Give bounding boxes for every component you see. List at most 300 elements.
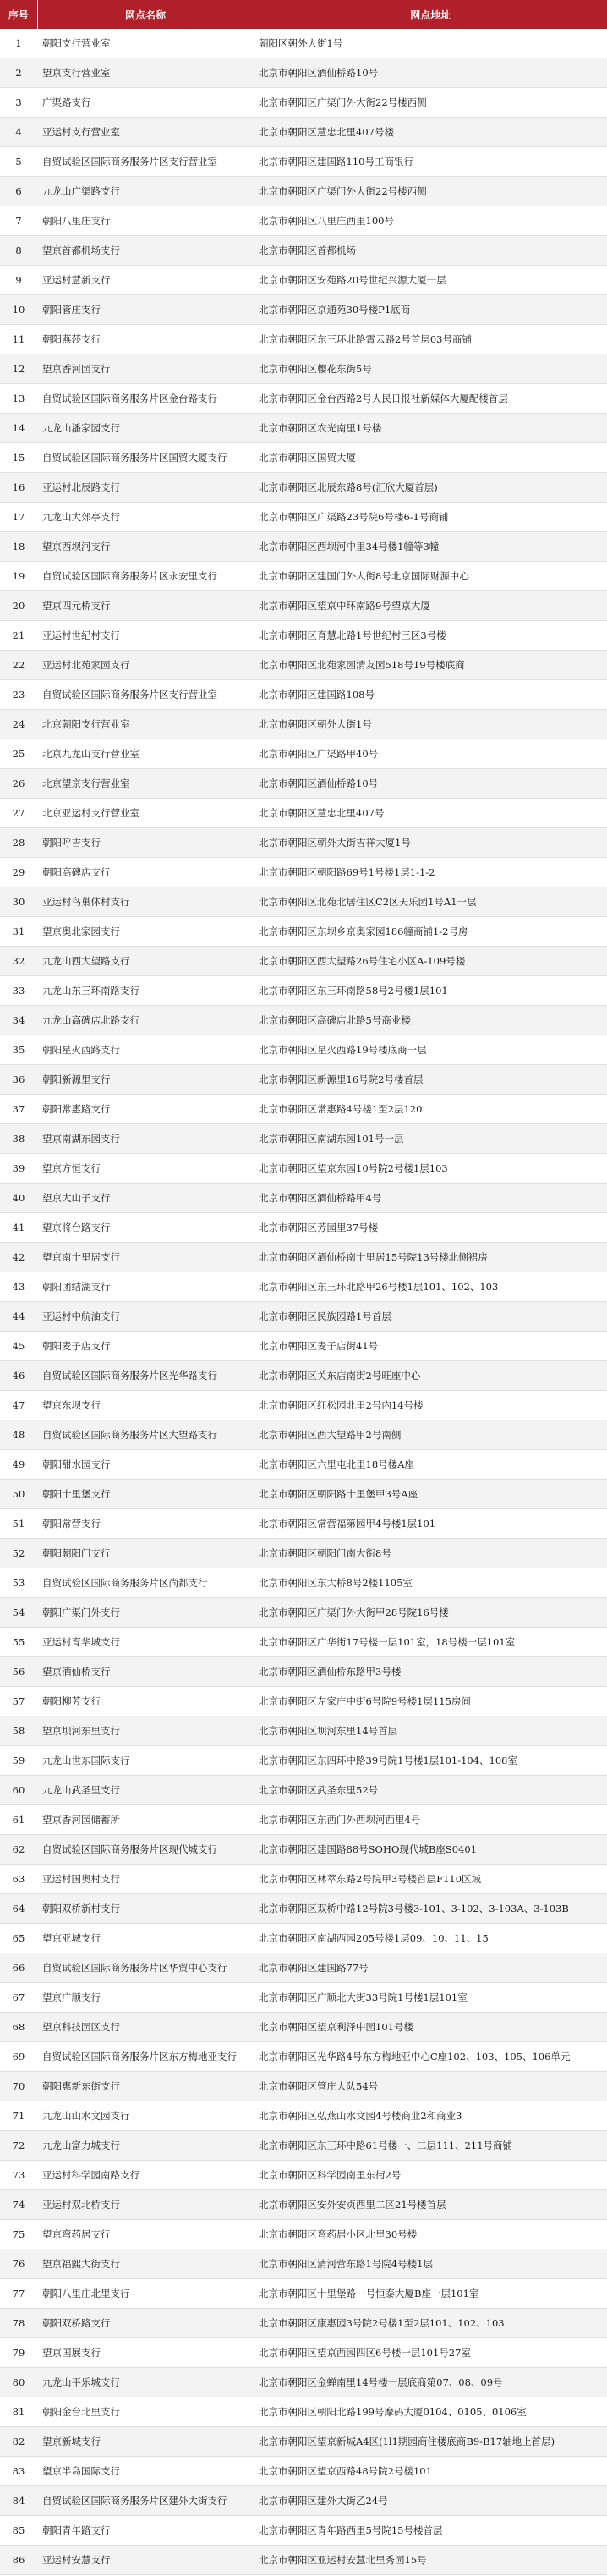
branch-address: 北京市朝阳区科学园南里东街2号 bbox=[254, 2161, 607, 2190]
branch-address: 北京市朝阳区广渠路23号院6号楼6-1号商铺 bbox=[254, 503, 607, 532]
branch-name: 望京香河园支行 bbox=[37, 354, 254, 384]
branch-address: 北京市朝阳区慧忠北里407号楼 bbox=[254, 118, 607, 147]
table-row bbox=[0, 562, 607, 591]
branch-name: 九龙山西大望路支行 bbox=[37, 947, 254, 976]
row-index: 9 bbox=[0, 266, 37, 295]
branch-address: 北京市朝阳区常惠路4号楼1至2层120 bbox=[254, 1095, 607, 1124]
branch-name: 亚运村世纪村支行 bbox=[37, 621, 254, 651]
row-index: 2 bbox=[0, 58, 37, 88]
branch-address: 北京市朝阳区关东店南街2号旺座中心 bbox=[254, 1361, 607, 1391]
branch-address: 北京市朝阳区十里堡路一号恒泰大厦B座一层101室 bbox=[254, 2279, 607, 2309]
row-index: 65 bbox=[0, 1924, 37, 1953]
branch-name: 望京国展支行 bbox=[37, 2338, 254, 2368]
branch-name: 自贸试验区国际商务服务片区华贸中心支行 bbox=[37, 1953, 254, 1983]
branch-name: 亚运村双北桥支行 bbox=[37, 2190, 254, 2220]
row-index: 82 bbox=[0, 2427, 37, 2457]
table-row bbox=[0, 799, 607, 828]
branch-name: 北京朝阳支行营业室 bbox=[37, 710, 254, 739]
branch-address: 北京市朝阳区建国路88号SOHO现代城B座S0401 bbox=[254, 1835, 607, 1865]
branch-name: 望京广顺支行 bbox=[37, 1983, 254, 2013]
table-row bbox=[0, 1332, 607, 1361]
table-row bbox=[0, 651, 607, 680]
row-index: 70 bbox=[0, 2072, 37, 2101]
table-row bbox=[0, 1154, 607, 1184]
table-row bbox=[0, 739, 607, 769]
row-index: 68 bbox=[0, 2013, 37, 2042]
row-index: 49 bbox=[0, 1450, 37, 1480]
table-row bbox=[0, 591, 607, 621]
row-index: 14 bbox=[0, 414, 37, 443]
branch-name: 亚运村鸟巢体村支行 bbox=[37, 887, 254, 917]
row-index: 8 bbox=[0, 236, 37, 266]
branch-address: 北京市朝阳区星火西路19号楼底商一层 bbox=[254, 1035, 607, 1065]
branch-address: 北京市朝阳区酒仙桥路甲4号 bbox=[254, 1184, 607, 1213]
table-row bbox=[0, 1095, 607, 1124]
row-index: 37 bbox=[0, 1095, 37, 1124]
table-row bbox=[0, 1805, 607, 1835]
branch-address: 北京市朝阳区东四环中路39号院1号楼1层101-104、108室 bbox=[254, 1746, 607, 1776]
branch-address: 北京市朝阳区慧忠北里407号 bbox=[254, 799, 607, 828]
row-index: 67 bbox=[0, 1983, 37, 2013]
row-index: 26 bbox=[0, 769, 37, 799]
branch-address: 北京市朝阳区望京中环南路9号望京大厦 bbox=[254, 591, 607, 621]
branch-address: 北京市朝阳区清河营东路1号院4号楼1层 bbox=[254, 2249, 607, 2279]
row-index: 12 bbox=[0, 354, 37, 384]
table-row bbox=[0, 2220, 607, 2249]
branch-name: 朝阳团结湖支行 bbox=[37, 1272, 254, 1302]
branch-address: 北京市朝阳区东三环中路61号楼一、二层111、211号商铺 bbox=[254, 2131, 607, 2161]
branch-name: 望京亚城支行 bbox=[37, 1924, 254, 1953]
row-index: 76 bbox=[0, 2249, 37, 2279]
row-index: 52 bbox=[0, 1539, 37, 1568]
branch-name: 九龙山平乐城支行 bbox=[37, 2368, 254, 2397]
row-index: 31 bbox=[0, 917, 37, 947]
row-index: 53 bbox=[0, 1568, 37, 1598]
row-index: 61 bbox=[0, 1805, 37, 1835]
row-index: 19 bbox=[0, 562, 37, 591]
row-index: 16 bbox=[0, 473, 37, 503]
table-row bbox=[0, 2190, 607, 2220]
row-index: 78 bbox=[0, 2309, 37, 2338]
branch-address: 北京市朝阳区坝河东里14号首层 bbox=[254, 1716, 607, 1746]
branch-address: 北京市朝阳区望京新城A4区(1l1期园商住楼底商B9-B17轴地上首层) bbox=[254, 2427, 607, 2457]
branch-address: 北京市朝阳区望京利泽中园101号楼 bbox=[254, 2013, 607, 2042]
row-index: 34 bbox=[0, 1006, 37, 1035]
table-row bbox=[0, 2309, 607, 2338]
row-index: 43 bbox=[0, 1272, 37, 1302]
branch-address: 北京市朝阳区光华路4号东方梅地亚中心C座102、103、105、106单元 bbox=[254, 2042, 607, 2072]
row-index: 46 bbox=[0, 1361, 37, 1391]
branch-address: 北京市朝阳区建国路77号 bbox=[254, 1953, 607, 1983]
table-row bbox=[0, 473, 607, 503]
branch-address: 北京市朝阳区广渠门外大街22号楼西侧 bbox=[254, 177, 607, 206]
branch-name: 朝阳管庄支行 bbox=[37, 295, 254, 325]
row-index: 64 bbox=[0, 1894, 37, 1924]
branch-name: 亚运村中航油支行 bbox=[37, 1302, 254, 1332]
branch-name: 朝阳常营支行 bbox=[37, 1509, 254, 1539]
row-index: 35 bbox=[0, 1035, 37, 1065]
table-row bbox=[0, 384, 607, 414]
row-index: 59 bbox=[0, 1746, 37, 1776]
branch-name: 朝阳青年路支行 bbox=[37, 2516, 254, 2546]
row-index: 83 bbox=[0, 2457, 37, 2486]
branch-address: 北京市朝阳区亚运村安慧北里秀园15号 bbox=[254, 2546, 607, 2575]
branch-address: 北京市朝阳区六里屯北里18号楼A座 bbox=[254, 1450, 607, 1480]
table-row bbox=[0, 1716, 607, 1746]
branch-address: 北京市朝阳区西大望路26号住宅小区A-109号楼 bbox=[254, 947, 607, 976]
table-row bbox=[0, 1865, 607, 1894]
table-row bbox=[0, 2397, 607, 2427]
branch-name: 朝阳高碑店支行 bbox=[37, 858, 254, 887]
branch-address: 北京市朝阳区麦子店街41号 bbox=[254, 1332, 607, 1361]
row-index: 44 bbox=[0, 1302, 37, 1332]
branch-name: 北京九龙山支行营业室 bbox=[37, 739, 254, 769]
branch-name: 望京半岛国际支行 bbox=[37, 2457, 254, 2486]
branch-name: 望京福熙大街支行 bbox=[37, 2249, 254, 2279]
table-row bbox=[0, 118, 607, 147]
row-index: 25 bbox=[0, 739, 37, 769]
row-index: 39 bbox=[0, 1154, 37, 1184]
branch-address: 北京市朝阳区金台西路2号人民日报社新媒体大厦配楼首层 bbox=[254, 384, 607, 414]
branch-address: 北京市朝阳区朝外大街1号 bbox=[254, 710, 607, 739]
table-row bbox=[0, 1450, 607, 1480]
table-row bbox=[0, 1124, 607, 1154]
branch-name: 望京弯药居支行 bbox=[37, 2220, 254, 2249]
branch-name: 朝阳广渠门外支行 bbox=[37, 1598, 254, 1628]
branch-address: 北京市朝阳区林萃东路2号院甲3号楼首层F110区域 bbox=[254, 1865, 607, 1894]
table-row bbox=[0, 1184, 607, 1213]
branch-name: 朝阳八里庄支行 bbox=[37, 206, 254, 236]
table-row bbox=[0, 1243, 607, 1272]
branch-address: 北京市朝阳区广渠路甲40号 bbox=[254, 739, 607, 769]
branch-address: 北京市朝阳区西大望路甲2号南侧 bbox=[254, 1420, 607, 1450]
table-body bbox=[0, 29, 607, 2575]
branch-name: 自贸试验区国际商务服务片区国贸大厦支行 bbox=[37, 443, 254, 473]
branch-address: 北京市朝阳区北苑家园清友园518号19号楼底商 bbox=[254, 651, 607, 680]
table-row bbox=[0, 1420, 607, 1450]
row-index: 24 bbox=[0, 710, 37, 739]
row-index: 15 bbox=[0, 443, 37, 473]
branch-address: 北京市朝阳区红松园北里2号内14号楼 bbox=[254, 1391, 607, 1420]
branch-name: 九龙山世东国际支行 bbox=[37, 1746, 254, 1776]
row-index: 75 bbox=[0, 2220, 37, 2249]
row-index: 81 bbox=[0, 2397, 37, 2427]
branch-address: 北京市朝阳区广渠门外大街22号楼西侧 bbox=[254, 88, 607, 118]
branch-name: 朝阳十里堡支行 bbox=[37, 1480, 254, 1509]
row-index: 74 bbox=[0, 2190, 37, 2220]
branch-name: 望京将台路支行 bbox=[37, 1213, 254, 1243]
branch-name: 朝阳麦子店支行 bbox=[37, 1332, 254, 1361]
branch-name: 九龙山高碑店北路支行 bbox=[37, 1006, 254, 1035]
row-index: 36 bbox=[0, 1065, 37, 1095]
row-index: 23 bbox=[0, 680, 37, 710]
table-row bbox=[0, 88, 607, 118]
branch-name: 朝阳八里庄北里支行 bbox=[37, 2279, 254, 2309]
table-row bbox=[0, 2279, 607, 2309]
table-row bbox=[0, 206, 607, 236]
table-row bbox=[0, 1598, 607, 1628]
branch-name: 望京首都机场支行 bbox=[37, 236, 254, 266]
branch-address: 北京市朝阳区八里庄西里100号 bbox=[254, 206, 607, 236]
branch-name: 朝阳呼吉支行 bbox=[37, 828, 254, 858]
table-row bbox=[0, 2161, 607, 2190]
table-row bbox=[0, 2101, 607, 2131]
table-row bbox=[0, 1687, 607, 1716]
branch-address: 北京市朝阳区东大桥8号2楼1105室 bbox=[254, 1568, 607, 1598]
row-index: 47 bbox=[0, 1391, 37, 1420]
row-index: 18 bbox=[0, 532, 37, 562]
row-index: 22 bbox=[0, 651, 37, 680]
table-row bbox=[0, 2249, 607, 2279]
branch-address: 北京市朝阳区康惠园3号院2号楼1至2层101、102、103 bbox=[254, 2309, 607, 2338]
table-row bbox=[0, 503, 607, 532]
branch-address: 北京市朝阳区首都机场 bbox=[254, 236, 607, 266]
branch-address: 北京市朝阳区东三环北路甲26号楼1层101、102、103 bbox=[254, 1272, 607, 1302]
table-row bbox=[0, 2486, 607, 2516]
table-row bbox=[0, 1776, 607, 1805]
row-index: 21 bbox=[0, 621, 37, 651]
branch-name: 望京方恒支行 bbox=[37, 1154, 254, 1184]
row-index: 42 bbox=[0, 1243, 37, 1272]
row-index: 28 bbox=[0, 828, 37, 858]
branch-address: 北京市朝阳区西坝河中里34号楼1幢等3幢 bbox=[254, 532, 607, 562]
table-row bbox=[0, 1657, 607, 1687]
row-index: 3 bbox=[0, 88, 37, 118]
branch-name: 朝阳常惠路支行 bbox=[37, 1095, 254, 1124]
branch-name: 朝阳双桥新村支行 bbox=[37, 1894, 254, 1924]
branch-name: 九龙山武圣里支行 bbox=[37, 1776, 254, 1805]
table-row bbox=[0, 1065, 607, 1095]
table-row bbox=[0, 2546, 607, 2575]
table-row bbox=[0, 1006, 607, 1035]
table-row bbox=[0, 858, 607, 887]
table-row bbox=[0, 236, 607, 266]
branch-name: 九龙山山水文园支行 bbox=[37, 2101, 254, 2131]
branch-address: 北京市朝阳区朝阳门南大街8号 bbox=[254, 1539, 607, 1568]
branch-name: 自贸试验区国际商务服务片区现代城支行 bbox=[37, 1835, 254, 1865]
branch-name: 望京科技园区支行 bbox=[37, 2013, 254, 2042]
branch-address: 北京市朝阳区新源里16号院2号楼首层 bbox=[254, 1065, 607, 1095]
table-row bbox=[0, 1568, 607, 1598]
row-index: 13 bbox=[0, 384, 37, 414]
row-index: 27 bbox=[0, 799, 37, 828]
row-index: 40 bbox=[0, 1184, 37, 1213]
branch-name: 自贸试验区国际商务服务片区大望路支行 bbox=[37, 1420, 254, 1450]
row-index: 51 bbox=[0, 1509, 37, 1539]
branch-address: 朝阳区朝外大街1号 bbox=[254, 29, 607, 58]
branch-address: 北京市朝阳区东西门外西坝河西里4号 bbox=[254, 1805, 607, 1835]
branch-address: 北京市朝阳区京通苑30号楼P1底商 bbox=[254, 295, 607, 325]
row-index: 73 bbox=[0, 2161, 37, 2190]
row-index: 33 bbox=[0, 976, 37, 1006]
branch-name: 自贸试验区国际商务服务片区东方梅地亚支行 bbox=[37, 2042, 254, 2072]
table-row bbox=[0, 1953, 607, 1983]
table-row bbox=[0, 769, 607, 799]
row-index: 54 bbox=[0, 1598, 37, 1628]
branch-name: 亚运村国奥村支行 bbox=[37, 1865, 254, 1894]
table-row bbox=[0, 1035, 607, 1065]
table-row bbox=[0, 2338, 607, 2368]
branch-address: 北京市朝阳区安外安贞西里二区21号楼首层 bbox=[254, 2190, 607, 2220]
branch-name: 亚运村支行营业室 bbox=[37, 118, 254, 147]
row-index: 79 bbox=[0, 2338, 37, 2368]
branch-name: 自贸试验区国际商务服务片区支行营业室 bbox=[37, 147, 254, 177]
row-index: 71 bbox=[0, 2101, 37, 2131]
table-row bbox=[0, 976, 607, 1006]
row-index: 5 bbox=[0, 147, 37, 177]
branch-name: 北京亚运村支行营业室 bbox=[37, 799, 254, 828]
row-index: 20 bbox=[0, 591, 37, 621]
branch-name: 亚运村慧新支行 bbox=[37, 266, 254, 295]
row-index: 48 bbox=[0, 1420, 37, 1450]
branch-address: 北京市朝阳区广华街17号楼一层101室，18号楼一层101室 bbox=[254, 1628, 607, 1657]
branch-address: 北京市朝阳区望京西园四区6号楼一层101号27室 bbox=[254, 2338, 607, 2368]
table-row bbox=[0, 1302, 607, 1332]
branch-address: 北京市朝阳区建国路108号 bbox=[254, 680, 607, 710]
table-row bbox=[0, 295, 607, 325]
row-index: 17 bbox=[0, 503, 37, 532]
branch-address: 北京市朝阳区樱花东街5号 bbox=[254, 354, 607, 384]
table-row bbox=[0, 443, 607, 473]
table-row bbox=[0, 710, 607, 739]
table-row bbox=[0, 621, 607, 651]
row-index: 77 bbox=[0, 2279, 37, 2309]
branch-name: 朝阳甜水园支行 bbox=[37, 1450, 254, 1480]
table-row bbox=[0, 1746, 607, 1776]
branch-address: 北京市朝阳区酒仙桥路10号 bbox=[254, 769, 607, 799]
branch-address: 北京市朝阳区金蝉南里14号楼一层底商第07、08、09号 bbox=[254, 2368, 607, 2397]
branch-name: 朝阳朝阳门支行 bbox=[37, 1539, 254, 1568]
branch-address: 北京市朝阳区北辰东路8号(汇欣大厦首层) bbox=[254, 473, 607, 503]
branch-address: 北京市朝阳区安苑路20号世纪兴源大厦一层 bbox=[254, 266, 607, 295]
row-index: 62 bbox=[0, 1835, 37, 1865]
branch-address: 北京市朝阳区育慧北路1号世纪村三区3号楼 bbox=[254, 621, 607, 651]
branch-address: 北京市朝阳区南湖西园205号楼1层09、10、11、15 bbox=[254, 1924, 607, 1953]
branch-address: 北京市朝阳区酒仙桥南十里居15号院13号楼北侧裙房 bbox=[254, 1243, 607, 1272]
table-row bbox=[0, 2457, 607, 2486]
row-index: 10 bbox=[0, 295, 37, 325]
table-row bbox=[0, 1213, 607, 1243]
branch-address: 北京市朝阳区望京西路48号院2号楼101 bbox=[254, 2457, 607, 2486]
branch-address: 北京市朝阳区左家庄中街6号院9号楼1层115房间 bbox=[254, 1687, 607, 1716]
table-row bbox=[0, 947, 607, 976]
row-index: 1 bbox=[0, 29, 37, 58]
branch-address: 北京市朝阳区东三环南路58号2号楼1层101 bbox=[254, 976, 607, 1006]
table-row bbox=[0, 2368, 607, 2397]
branch-name: 望京东坝支行 bbox=[37, 1391, 254, 1420]
branch-address: 北京市朝阳区弯药居小区北里30号楼 bbox=[254, 2220, 607, 2249]
table-row bbox=[0, 177, 607, 206]
branch-address: 北京市朝阳区东坝乡京奥家园186幢商铺1-2号房 bbox=[254, 917, 607, 947]
row-index: 69 bbox=[0, 2042, 37, 2072]
branch-name: 亚运村科学园南路支行 bbox=[37, 2161, 254, 2190]
table-row bbox=[0, 2516, 607, 2546]
branch-address: 北京市朝阳区民族园路1号首层 bbox=[254, 1302, 607, 1332]
branch-address: 北京市朝阳区北苑北居住区C2区天乐园1号A1一层 bbox=[254, 887, 607, 917]
branch-name: 望京酒仙桥支行 bbox=[37, 1657, 254, 1687]
branch-address: 北京市朝阳区酒仙桥东路甲3号楼 bbox=[254, 1657, 607, 1687]
row-index: 11 bbox=[0, 325, 37, 354]
branch-name: 九龙山大郊亭支行 bbox=[37, 503, 254, 532]
branch-address: 北京市朝阳区广顺北大街33号院1号楼1层101室 bbox=[254, 1983, 607, 2013]
branch-address: 北京市朝阳区芳园里37号楼 bbox=[254, 1213, 607, 1243]
row-index: 55 bbox=[0, 1628, 37, 1657]
row-index: 84 bbox=[0, 2486, 37, 2516]
row-index: 58 bbox=[0, 1716, 37, 1746]
branch-name: 朝阳支行营业室 bbox=[37, 29, 254, 58]
header-name: 网点名称 bbox=[37, 0, 254, 29]
branch-address: 北京市朝阳区南湖东园101号一层 bbox=[254, 1124, 607, 1154]
branch-address: 北京市朝阳区高碑店北路5号商业楼 bbox=[254, 1006, 607, 1035]
branch-address: 北京市朝阳区朝外大街吉祥大厦1号 bbox=[254, 828, 607, 858]
branch-name: 亚运村北苑家园支行 bbox=[37, 651, 254, 680]
row-index: 80 bbox=[0, 2368, 37, 2397]
branch-address: 北京市朝阳区广渠门外大街甲28号院16号楼 bbox=[254, 1598, 607, 1628]
branch-address: 北京市朝阳区酒仙桥路10号 bbox=[254, 58, 607, 88]
branch-name: 朝阳星火西路支行 bbox=[37, 1035, 254, 1065]
branch-name: 亚运村育华城支行 bbox=[37, 1628, 254, 1657]
branch-name: 望京支行营业室 bbox=[37, 58, 254, 88]
table-row bbox=[0, 29, 607, 58]
branch-address: 北京市朝阳区国贸大厦 bbox=[254, 443, 607, 473]
row-index: 4 bbox=[0, 118, 37, 147]
table-row bbox=[0, 2042, 607, 2072]
branch-name: 北京望京支行营业室 bbox=[37, 769, 254, 799]
table-row bbox=[0, 917, 607, 947]
row-index: 63 bbox=[0, 1865, 37, 1894]
branch-address: 北京市朝阳区弘燕山水文园4号楼商业2和商业3 bbox=[254, 2101, 607, 2131]
row-index: 85 bbox=[0, 2516, 37, 2546]
header-index: 序号 bbox=[0, 0, 37, 29]
branch-name: 自贸试验区国际商务服务片区光华路支行 bbox=[37, 1361, 254, 1391]
branch-name: 亚运村北辰路支行 bbox=[37, 473, 254, 503]
branch-name: 自贸试验区国际商务服务片区建外大街支行 bbox=[37, 2486, 254, 2516]
table-row bbox=[0, 1983, 607, 2013]
table-row bbox=[0, 2427, 607, 2457]
row-index: 30 bbox=[0, 887, 37, 917]
table-row bbox=[0, 680, 607, 710]
table-row bbox=[0, 2013, 607, 2042]
branch-address: 北京市朝阳区建国路110号工商银行 bbox=[254, 147, 607, 177]
table-row bbox=[0, 147, 607, 177]
branch-address: 北京市朝阳区农光南里1号楼 bbox=[254, 414, 607, 443]
row-index: 56 bbox=[0, 1657, 37, 1687]
branch-name: 望京大山子支行 bbox=[37, 1184, 254, 1213]
table-row bbox=[0, 1894, 607, 1924]
table-row bbox=[0, 1272, 607, 1302]
row-index: 57 bbox=[0, 1687, 37, 1716]
branch-address: 北京市朝阳区管庄大队54号 bbox=[254, 2072, 607, 2101]
branch-address: 北京市朝阳区青年路西里5号院15号楼首层 bbox=[254, 2516, 607, 2546]
branch-address: 北京市朝阳区朝阳路69号1号楼1层1-1-2 bbox=[254, 858, 607, 887]
table-row bbox=[0, 1361, 607, 1391]
branch-address: 北京市朝阳区东三环北路霄云路2号首层03号商铺 bbox=[254, 325, 607, 354]
branch-address: 北京市朝阳区望京东园10号院2号楼1层103 bbox=[254, 1154, 607, 1184]
branch-name: 望京新城支行 bbox=[37, 2427, 254, 2457]
row-index: 60 bbox=[0, 1776, 37, 1805]
branch-address: 北京市朝阳区建国门外大街8号北京国际财源中心 bbox=[254, 562, 607, 591]
table-row bbox=[0, 354, 607, 384]
branch-name: 望京四元桥支行 bbox=[37, 591, 254, 621]
table-row bbox=[0, 1509, 607, 1539]
branch-name: 自贸试验区国际商务服务片区尚都支行 bbox=[37, 1568, 254, 1598]
branch-address: 北京市朝阳区朝阳路十里堡甲3号A座 bbox=[254, 1480, 607, 1509]
branch-name: 九龙山广渠路支行 bbox=[37, 177, 254, 206]
branch-name: 九龙山潘家园支行 bbox=[37, 414, 254, 443]
table-row bbox=[0, 1391, 607, 1420]
table-row bbox=[0, 1539, 607, 1568]
table-row bbox=[0, 266, 607, 295]
